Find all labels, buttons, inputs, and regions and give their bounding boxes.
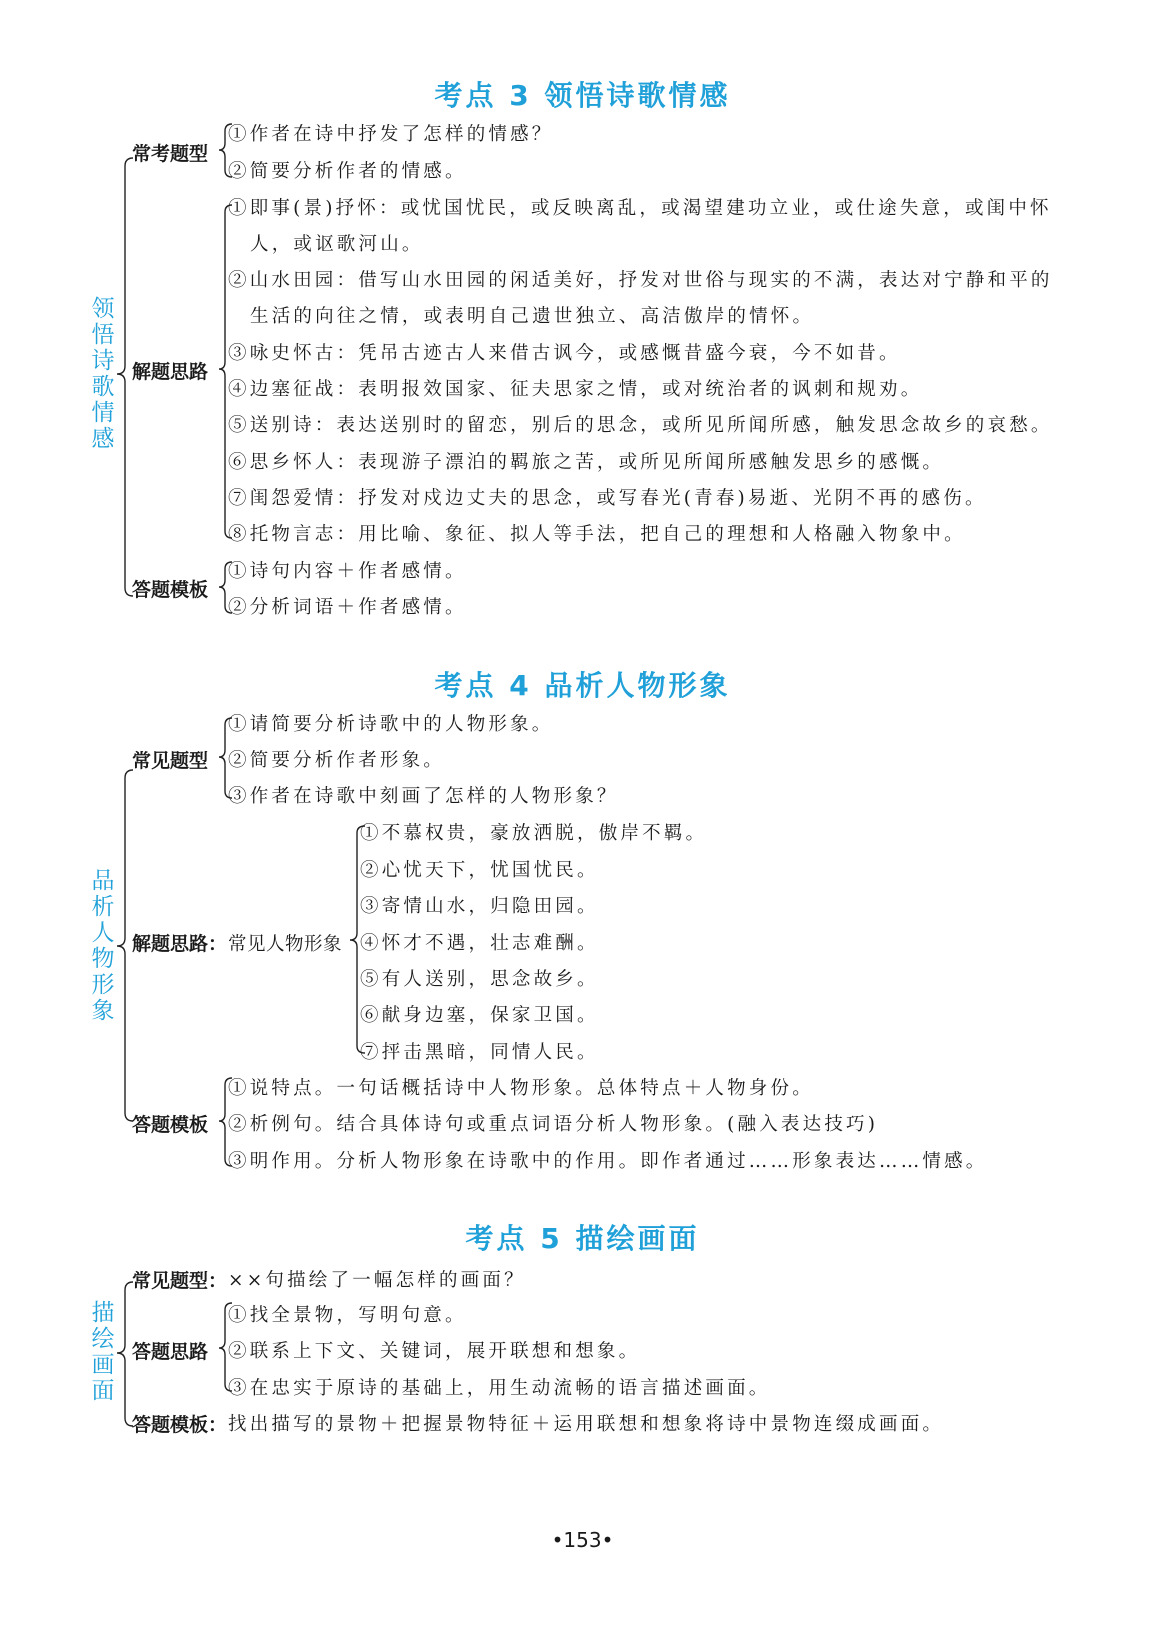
section3-approach-2: ②山水田园：借写山水田园的闲适美好，抒发对世俗与现实的不满，表达对宁静和平的 (228, 270, 1053, 291)
section3-approach-1: ①即事(景)抒怀：或忧国忧民，或反映离乱，或渴望建功立业，或仕途失意，或闺中怀 (228, 198, 1052, 219)
section4-cat-approach: 解题思路： (132, 933, 228, 955)
section3-approach-8: ⑧托物言志：用比喻、象征、拟人等手法，把自己的理想和人格融入物象中。 (228, 524, 966, 545)
section5-approach-1: ①找全景物，写明句意。 (228, 1305, 467, 1326)
section4-type-6: ⑥献身边塞，保家卫国。 (360, 1005, 599, 1026)
section4-template-2: ②析例句。结合具体诗句或重点词语分析人物形象。(融入表达技巧) (228, 1114, 879, 1135)
section4-template-3: ③明作用。分析人物形象在诗歌中的作用。即作者通过……形象表达……情感。 (228, 1151, 988, 1172)
section3-cat-question-types: 常考题型 (132, 143, 209, 165)
section4-type-2: ②心忧天下，忧国忧民。 (360, 860, 599, 881)
section4-template-1: ①说特点。一句话概括诗中人物形象。总体特点＋人物身份。 (228, 1078, 814, 1099)
section5-cat-question-types: 常见题型： (132, 1270, 228, 1292)
section5-title: 考点 5 描绘画面 (465, 1222, 700, 1255)
section3-template-1: ①诗句内容＋作者感情。 (228, 561, 467, 582)
section4-question-3: ③作者在诗歌中刻画了怎样的人物形象？ (228, 786, 619, 807)
section3-cat-approach: 解题思路 (132, 361, 209, 383)
section5-cat-template: 答题模板： (132, 1414, 228, 1436)
section3-question-2: ②简要分析作者的情感。 (228, 161, 467, 182)
section4-type-7: ⑦抨击黑暗，同情人民。 (360, 1042, 599, 1063)
section4-cat-question-types: 常见题型 (132, 750, 209, 772)
section4-question-1: ①请简要分析诗歌中的人物形象。 (228, 714, 554, 735)
section4-type-1: ①不慕权贵，豪放洒脱，傲岸不羁。 (360, 823, 708, 844)
section3-approach-3: ③咏史怀古：凭吊古迹古人来借古讽今，或感慨昔盛今衰，今不如昔。 (228, 343, 901, 364)
section3-side-label: 领 悟 诗 歌 情 感 (91, 296, 115, 452)
section3-approach-7: ⑦闺怨爱情：抒发对戍边丈夫的思念，或写春光(青春)易逝、光阴不再的感伤。 (228, 488, 987, 509)
section5-approach-3: ③在忠实于原诗的基础上，用生动流畅的语言描述画面。 (228, 1378, 771, 1399)
section5-cat-approach: 答题思路 (132, 1341, 209, 1363)
section3-title: 考点 3 领悟诗歌情感 (434, 79, 731, 112)
section4-type-5: ⑤有人送别，思念故乡。 (360, 969, 599, 990)
section3-approach-5: ⑤送别诗：表达送别时的留恋，别后的思念，或所见所闻所感，触发思念故乡的哀愁。 (228, 415, 1053, 436)
section3-question-1: ①作者在诗中抒发了怎样的情感？ (228, 124, 554, 145)
section3-approach-1-cont: 人，或讴歌河山。 (250, 234, 424, 255)
section5-question: ××句描绘了一幅怎样的画面？ (228, 1270, 526, 1291)
section3-approach-2-cont: 生活的向往之情，或表明自己遗世独立、高洁傲岸的情怀。 (250, 306, 815, 327)
section5-side-label: 描 绘 画 面 (91, 1300, 115, 1404)
section4-approach-subheading: 常见人物形象 (228, 934, 343, 955)
section5-approach-2: ②联系上下文、关键词，展开联想和想象。 (228, 1341, 641, 1362)
section4-cat-template: 答题模板 (132, 1114, 209, 1136)
section4-title: 考点 4 品析人物形象 (434, 669, 731, 702)
section5-template: 找出描写的景物＋把握景物特征＋运用联想和想象将诗中景物连缀成画面。 (228, 1414, 945, 1435)
section3-approach-6: ⑥思乡怀人：表现游子漂泊的羁旅之苦，或所见所闻所感触发思乡的感慨。 (228, 452, 945, 473)
section4-side-label: 品 析 人 物 形 象 (91, 868, 115, 1024)
page-number: •153• (551, 1528, 614, 1552)
section4-question-2: ②简要分析作者形象。 (228, 750, 446, 771)
section3-template-2: ②分析词语＋作者感情。 (228, 597, 467, 618)
section3-cat-template: 答题模板 (132, 579, 209, 601)
section4-type-4: ④怀才不遇，壮志难酬。 (360, 933, 599, 954)
section3-approach-4: ④边塞征战：表明报效国家、征夫思家之情，或对统治者的讽刺和规劝。 (228, 379, 923, 400)
section4-type-3: ③寄情山水，归隐田园。 (360, 896, 599, 917)
